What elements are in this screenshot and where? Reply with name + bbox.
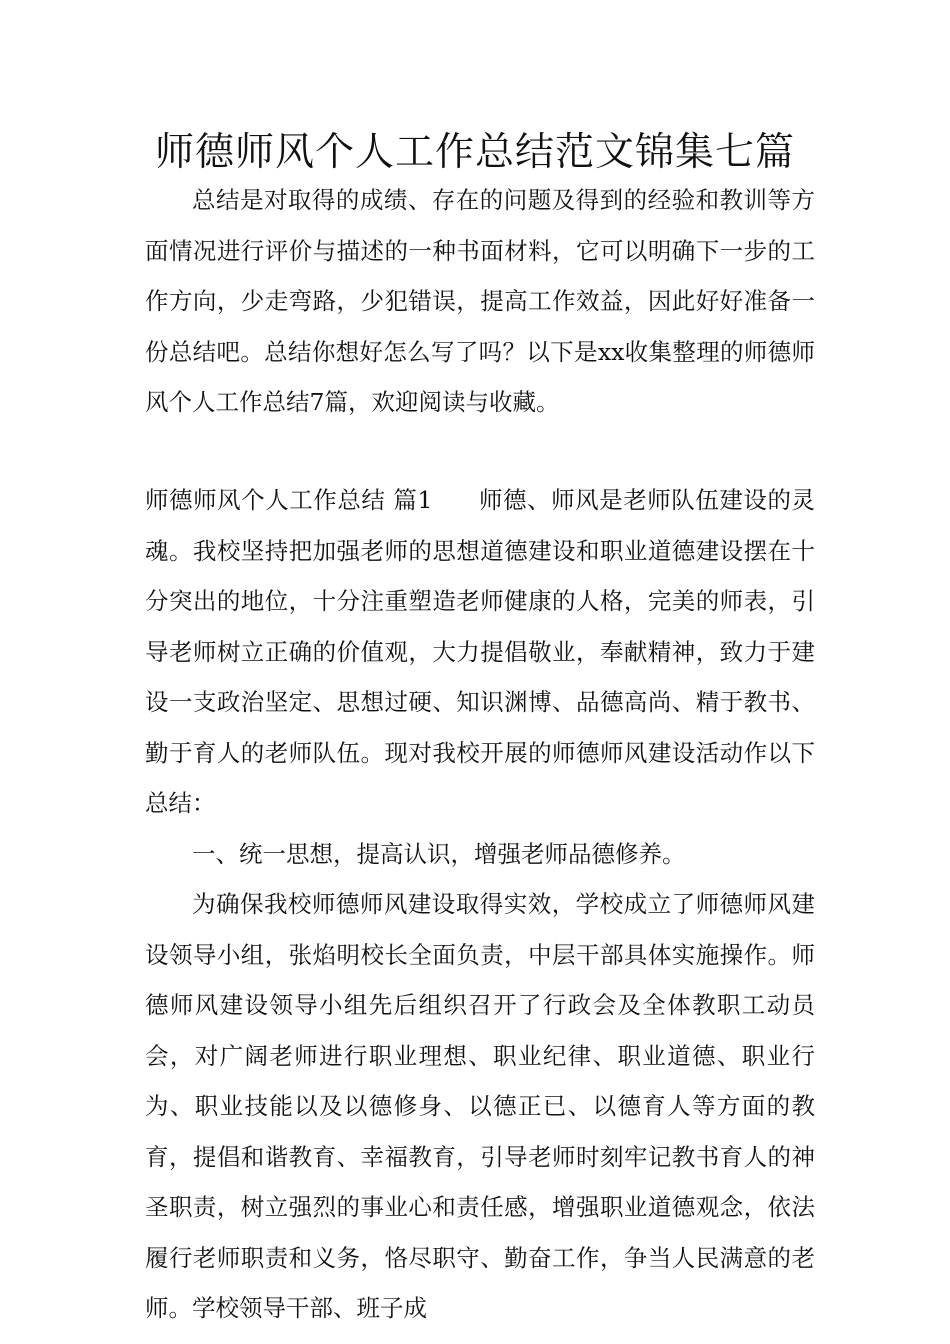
section-1-lead-paragraph — [145, 475, 815, 829]
document-title: 师德师风个人工作总结范文锦集七篇 — [154, 130, 795, 175]
section-1-heading: 师德师风个人工作总结 篇1 — [145, 486, 433, 514]
section-1-lead-text: 师德、师风是老师队伍建设的灵魂。我校坚持把加强老师的思想道德建设和职业道德建设摆在十分突出的地位，十分注重塑造老师健康的人格，完美的师表，引导老师树立正确的价值观，大力提倡敬业，奉献精神，致力于建设一支政治坚定、思想过硬、知识渊博、品德高尚、精于教书、勤于育人的老师队伍。现对我校开展的师德师风建设活动作以下总结： — [145, 486, 816, 817]
section-1-subheading: 一、统一思想，提高认识，增强老师品德修养。 — [192, 839, 686, 868]
section-1-paragraph: 为确保我校师德师风建设取得实效，学校成立了师德师风建设领导小组，张焰明校长全面负责，中层干部具体实施操作。师德师风建设领导小组先后组织召开了行政会及全体教职工动员会，对广阔老师进行职业理想、职业纪律、职业道德、职业行为、职业技能以及以德修身、以德正已、以德育人等方面的教育，提倡和谐教育、幸福教育，引导老师时刻牢记教书育人的神圣职责，树立强烈的事业心和责任感，增强职业道德观念，依法履行老师职责和义务，恪尽职守、勤奋工作，争当人民满意的老师。学校领导干部、班子成 — [145, 890, 815, 1322]
intro-paragraph: 总结是对取得的成绩、存在的问题及得到的经验和教训等方面情况进行评价与描述的一种书面材料，它可以明确下一步的工作方向，少走弯路，少犯错误，提高工作效益，因此好好准备一份总结吧。总结你想好怎么写了吗？以下是xx收集整理的师德师风个人工作总结7篇，欢迎阅读与收藏。 — [145, 186, 815, 416]
section-1 — [145, 475, 815, 1334]
